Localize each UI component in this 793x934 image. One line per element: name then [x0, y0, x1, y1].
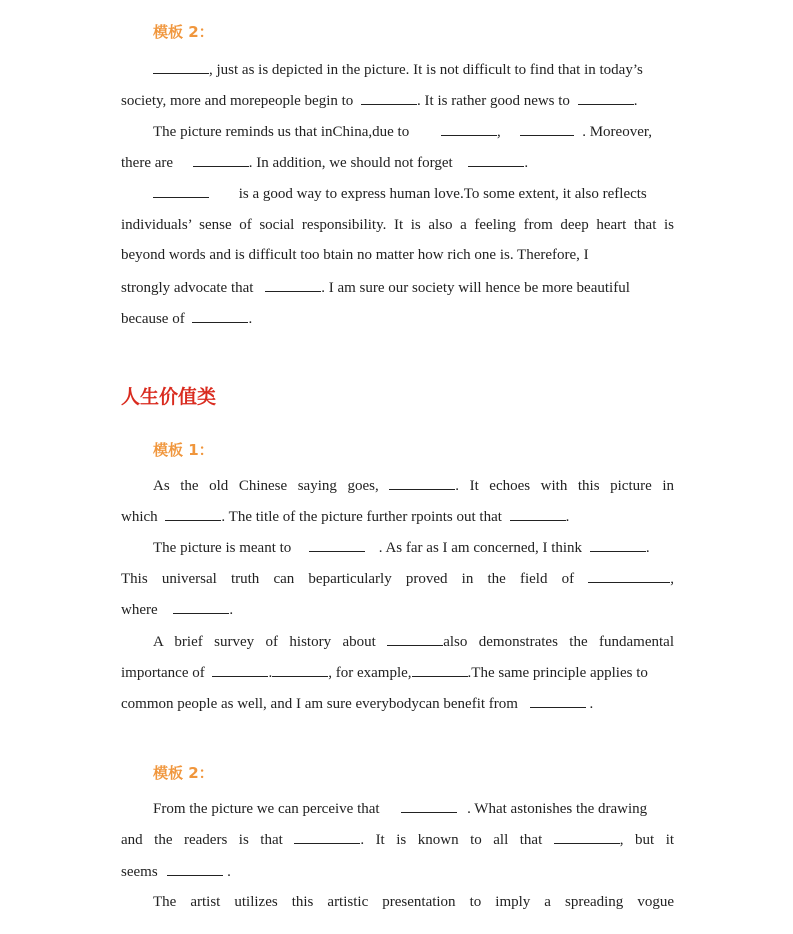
text-span: society, more and morepeople begin to — [121, 93, 354, 109]
fill-blank[interactable] — [578, 89, 634, 105]
paragraph-line — [153, 630, 674, 652]
text-span: which — [121, 509, 158, 525]
text-span: because of — [121, 311, 185, 327]
text-span: . — [633, 93, 638, 109]
text-span: , but it — [619, 832, 675, 848]
paragraph-line — [121, 860, 674, 882]
fill-blank[interactable] — [412, 661, 468, 677]
text-span: and the readers is that — [121, 832, 283, 848]
fill-blank[interactable] — [153, 58, 209, 74]
text-span: , for example, — [328, 665, 412, 681]
fill-blank[interactable] — [309, 536, 365, 552]
text-span: As the old Chinese saying goes, — [153, 478, 379, 494]
paragraph-line — [121, 828, 674, 850]
paragraph-line: The artist utilizes this artistic presentation to imply a spreading vogue — [153, 894, 674, 910]
text-span: From the picture we can perceive that — [153, 801, 380, 817]
text-span: there are — [121, 155, 174, 171]
text-span: . — [268, 665, 273, 681]
text-span: strongly advocate that — [121, 280, 254, 296]
fill-blank[interactable] — [173, 598, 229, 614]
fill-blank[interactable] — [530, 692, 586, 708]
text-span: . The title of the picture further rpoints out that — [221, 509, 502, 525]
text-span: , — [670, 571, 674, 587]
paragraph-line: beyond words and is difficult too btain no matter how rich one is. Therefore, I — [121, 247, 589, 263]
text-span: . It is rather good news to — [417, 93, 570, 109]
fill-blank[interactable] — [468, 151, 524, 167]
fill-blank[interactable] — [554, 828, 620, 844]
paragraph-line — [153, 58, 674, 80]
paragraph-line — [121, 567, 674, 589]
fill-blank[interactable] — [212, 661, 268, 677]
template-label: 模板 1： — [153, 441, 214, 459]
paragraph-line — [153, 797, 674, 819]
text-span: .The same principle applies to — [467, 665, 648, 681]
text-span: common people as well, and I am sure everybodycan benefit from — [121, 696, 518, 712]
paragraph-line — [121, 151, 674, 173]
text-span: . I am sure our society will hence be more beautiful — [321, 280, 630, 296]
paragraph-line — [153, 474, 674, 496]
paragraph-line — [121, 89, 674, 111]
paragraph-line — [121, 505, 674, 527]
text-span: importance of — [121, 665, 205, 681]
text-span: . — [524, 155, 529, 171]
text-span: The picture is meant to — [153, 540, 292, 556]
text-span: This universal truth can beparticularly proved in the field of — [121, 571, 575, 587]
text-span: . — [229, 602, 234, 618]
fill-blank[interactable] — [265, 276, 321, 292]
template-label: 模板 2： — [153, 764, 214, 782]
text-span: . — [589, 696, 594, 712]
fill-blank[interactable] — [510, 505, 566, 521]
fill-blank[interactable] — [361, 89, 417, 105]
paragraph-line — [121, 598, 674, 620]
fill-blank[interactable] — [153, 182, 209, 198]
fill-blank[interactable] — [389, 474, 455, 490]
text-span: . — [227, 864, 231, 880]
text-span: , — [496, 124, 501, 140]
text-span: seems — [121, 864, 158, 880]
text-span: . — [565, 509, 570, 525]
fill-blank[interactable] — [401, 797, 457, 813]
fill-blank[interactable] — [520, 120, 574, 136]
text-span: also demonstrates the fundamental — [443, 634, 674, 650]
text-span: . — [645, 540, 650, 556]
paragraph-line — [121, 661, 674, 683]
paragraph-line — [121, 692, 674, 714]
paragraph-line — [121, 307, 674, 329]
text-span: . What astonishes the drawing — [467, 801, 648, 817]
text-span: where — [121, 602, 158, 618]
template-label: 模板 2： — [153, 23, 214, 41]
text-span: . Moreover, — [582, 124, 652, 140]
fill-blank[interactable] — [167, 860, 223, 876]
paragraph-line — [153, 536, 674, 558]
fill-blank[interactable] — [272, 661, 328, 677]
fill-blank[interactable] — [193, 151, 249, 167]
paragraph-line — [121, 276, 674, 298]
text-span: . It echoes with this picture in — [455, 478, 674, 494]
text-span: . In addition, we should not forget — [248, 155, 453, 171]
fill-blank[interactable] — [294, 828, 360, 844]
fill-blank[interactable] — [192, 307, 248, 323]
fill-blank[interactable] — [588, 567, 670, 583]
text-span: The picture reminds us that inChina,due to — [153, 124, 410, 140]
paragraph-line — [153, 120, 674, 142]
text-span: is a good way to express human love.To some extent, it also reflects — [238, 186, 647, 202]
paragraph-line: individuals’ sense of social responsibility. It is also a feeling from deep heart that is — [121, 217, 674, 233]
fill-blank[interactable] — [165, 505, 221, 521]
fill-blank[interactable] — [590, 536, 646, 552]
text-span: . As far as I am concerned, I think — [378, 540, 583, 556]
text-span: . — [248, 311, 253, 327]
text-span: A brief survey of history about — [153, 634, 376, 650]
section-heading: 人生价值类 — [121, 386, 217, 408]
fill-blank[interactable] — [441, 120, 497, 136]
fill-blank[interactable] — [387, 630, 443, 646]
text-span: . It is known to all that — [360, 832, 543, 848]
paragraph-line — [153, 182, 674, 204]
text-span: , just as is depicted in the picture. It is not difficult to find that in today’s — [209, 62, 643, 78]
